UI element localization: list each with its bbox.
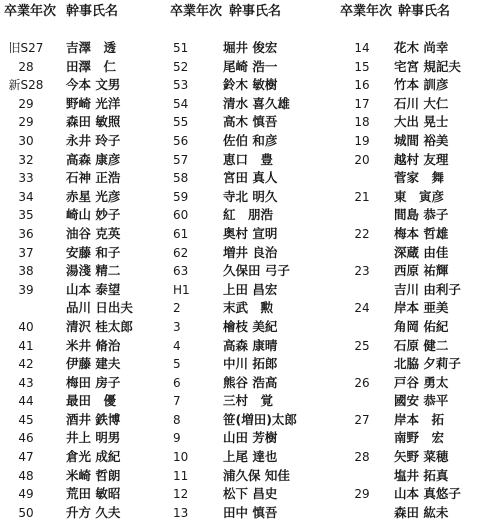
organizer-name: 佐伯 和彦 [223, 132, 278, 148]
graduation-year: 5 [173, 357, 181, 372]
graduation-year: 6 [173, 375, 181, 390]
roster-row [161, 337, 321, 356]
graduation-year: 23 [354, 264, 370, 279]
roster-row [161, 374, 321, 393]
graduation-year: 39 [18, 282, 34, 297]
roster-row [0, 39, 160, 58]
organizer-name: 岸本 拓 [394, 411, 445, 427]
roster-row [161, 392, 321, 411]
organizer-name: 菅家 舞 [394, 170, 445, 186]
organizer-name: 安藤 和子 [66, 244, 121, 260]
graduation-year: 30 [18, 133, 34, 148]
graduation-year: 18 [354, 115, 370, 130]
roster-row [0, 76, 160, 95]
organizer-name: 湯淺 精二 [66, 263, 121, 279]
graduation-year: 14 [354, 41, 370, 55]
graduation-year: 10 [173, 450, 189, 465]
graduation-year: 51 [173, 41, 189, 55]
graduation-year: 29 [354, 487, 370, 502]
roster-row [0, 225, 160, 244]
roster-row [161, 169, 321, 188]
roster-row [0, 485, 160, 504]
organizer-name: 中川 拓郎 [223, 356, 278, 372]
graduation-year: 42 [18, 357, 34, 372]
graduation-year: 17 [354, 96, 370, 111]
roster-row [161, 76, 321, 95]
graduation-year: 19 [354, 133, 370, 148]
graduation-year: 56 [173, 133, 189, 148]
roster-row [161, 281, 321, 300]
organizer-name: 岸本 亜美 [394, 300, 449, 316]
organizer-name: 梅本 哲雄 [394, 225, 449, 241]
roster-row [161, 225, 321, 244]
roster-column-3 [322, 0, 482, 520]
organizer-name: 高森 康晴 [223, 337, 278, 353]
graduation-year: 53 [173, 78, 189, 93]
roster-row [161, 151, 321, 170]
organizer-name: 越村 友理 [394, 151, 449, 167]
roster-row [322, 504, 482, 522]
organizer-name: 西原 祐輝 [394, 263, 449, 279]
graduation-year: 43 [18, 375, 34, 390]
organizer-name: 松下 昌史 [223, 486, 278, 502]
roster-row [0, 188, 160, 207]
roster-row [161, 262, 321, 281]
roster-row [322, 58, 482, 77]
organizer-name: 田澤 仁 [66, 58, 117, 74]
graduation-year: 旧S27 [8, 41, 44, 55]
organizer-name: 米崎 哲朗 [66, 467, 121, 483]
organizer-name: 米井 脩治 [66, 337, 121, 353]
roster-list [0, 39, 160, 522]
roster-row [322, 467, 482, 486]
graduation-year: 28 [354, 450, 370, 465]
graduation-year: 45 [18, 412, 34, 427]
graduation-year: 50 [18, 505, 34, 520]
graduation-year: 13 [173, 505, 189, 520]
graduation-year: 16 [354, 78, 370, 93]
graduation-year: 44 [18, 394, 34, 409]
organizer-name: 堀井 俊宏 [223, 40, 278, 55]
graduation-year: 36 [18, 226, 34, 241]
organizer-name: 品川 日出夫 [66, 300, 133, 316]
roster-row [322, 76, 482, 95]
graduation-year: 15 [354, 59, 370, 74]
roster-list [322, 39, 482, 522]
organizer-name: 井上 明男 [66, 430, 121, 446]
graduation-year: 12 [173, 487, 189, 502]
organizer-name: 鈴木 敏樹 [223, 77, 278, 93]
roster-row [161, 58, 321, 77]
organizer-name: 最田 優 [66, 393, 117, 409]
graduation-year: 21 [354, 189, 370, 204]
graduation-year: 新S28 [8, 78, 44, 93]
roster-row [0, 132, 160, 151]
organizer-name: 花木 尚幸 [394, 40, 449, 55]
organizer-name: 田中 慎吾 [223, 504, 278, 520]
organizer-name: 高木 慎吾 [223, 114, 278, 130]
roster-row [161, 206, 321, 225]
roster-row [0, 262, 160, 281]
roster-row [0, 206, 160, 225]
roster-row [322, 429, 482, 448]
roster-row [0, 504, 160, 522]
organizer-name: 笹(増田)太郎 [223, 411, 297, 427]
graduation-year: 52 [173, 59, 189, 74]
organizer-name: 東 寅彦 [394, 188, 445, 204]
organizer-name: 大出 晃士 [394, 114, 449, 130]
graduation-year: 32 [18, 152, 34, 167]
roster-row [322, 206, 482, 225]
organizer-name: 山本 真悠子 [394, 486, 461, 502]
name-header: 幹事氏名 [229, 4, 282, 19]
roster-row [0, 58, 160, 77]
organizer-name: 増井 良治 [223, 244, 278, 260]
graduation-year: 54 [173, 96, 189, 111]
organizer-name: 石川 大仁 [394, 95, 449, 111]
roster-row [0, 318, 160, 337]
organizer-name: 伊藤 建夫 [66, 356, 121, 372]
graduation-year: 27 [354, 412, 370, 427]
organizer-name: 紅 朋浩 [223, 207, 274, 223]
roster-row [322, 244, 482, 263]
organizer-name: 清水 喜久雄 [223, 95, 290, 111]
organizer-name: 國安 恭平 [394, 393, 449, 409]
roster-row [161, 429, 321, 448]
graduation-year: 8 [173, 412, 181, 427]
organizer-name: 久保田 弓子 [223, 263, 290, 279]
graduation-year: 26 [354, 375, 370, 390]
roster-row [322, 39, 482, 58]
organizer-name: 倉光 成紀 [66, 449, 121, 465]
organizer-name: 今本 文男 [66, 77, 121, 93]
roster-row [322, 485, 482, 504]
organizer-name: 山本 泰望 [66, 281, 121, 297]
organizer-name: 恵口 豊 [223, 151, 274, 167]
roster-row [322, 337, 482, 356]
graduation-year: 60 [173, 208, 189, 223]
roster-row [322, 392, 482, 411]
graduation-year: 4 [173, 338, 181, 353]
organizer-name: 檜枝 美紀 [223, 318, 278, 334]
organizer-name: 荒田 敏昭 [66, 486, 121, 502]
roster-row [322, 151, 482, 170]
graduation-year: 11 [173, 468, 189, 483]
roster-row [161, 504, 321, 522]
organizer-name: 上田 昌宏 [223, 281, 278, 297]
roster-row [0, 281, 160, 300]
organizer-name: 梅田 房子 [66, 374, 121, 390]
graduation-year: 49 [18, 487, 34, 502]
graduation-year: 41 [18, 338, 34, 353]
organizer-name: 森田 紘未 [394, 504, 449, 520]
graduation-year: 25 [354, 338, 370, 353]
roster-row [322, 225, 482, 244]
organizer-name: 深蔵 由佳 [394, 244, 449, 260]
organizer-name: 森田 敏照 [66, 114, 121, 130]
organizer-name: 石原 健二 [394, 337, 449, 353]
graduation-year: 59 [173, 189, 189, 204]
graduation-year: 62 [173, 245, 189, 260]
graduation-year: 29 [18, 96, 34, 111]
roster-row [161, 355, 321, 374]
roster-row [322, 188, 482, 207]
roster-row [0, 113, 160, 132]
roster-row [322, 355, 482, 374]
organizer-name: 清沢 桂太郎 [66, 318, 133, 334]
roster-row [161, 485, 321, 504]
roster-row [161, 448, 321, 467]
roster-row [322, 374, 482, 393]
graduation-year: 29 [18, 115, 34, 130]
organizer-name: 末武 勲 [223, 300, 274, 316]
graduation-year: 58 [173, 171, 189, 186]
organizer-name: 上尾 達也 [223, 449, 278, 465]
graduation-year: 24 [354, 301, 370, 316]
roster-row [322, 95, 482, 114]
roster-row [0, 392, 160, 411]
organizer-name: 浦久保 知佳 [223, 467, 290, 483]
graduation-year: 9 [173, 431, 181, 446]
organizer-name: 吉川 由利子 [394, 281, 461, 297]
organizer-name: 油谷 克英 [66, 225, 121, 241]
organizer-name: 角岡 佑紀 [394, 318, 449, 334]
roster-row [322, 262, 482, 281]
year-header: 卒業年次 [340, 4, 393, 19]
roster-row [322, 169, 482, 188]
roster-row [322, 411, 482, 430]
roster-row [0, 429, 160, 448]
organizer-name: 熊谷 浩高 [223, 374, 278, 390]
graduation-year: H1 [173, 282, 190, 297]
organizer-name: 赤星 光彦 [66, 188, 121, 204]
graduation-year: 63 [173, 264, 189, 279]
organizer-name: 吉澤 透 [66, 40, 117, 55]
graduation-year: 2 [173, 301, 181, 316]
graduation-year: 46 [18, 431, 34, 446]
roster-row [161, 244, 321, 263]
organizer-name: 間島 恭子 [394, 207, 449, 223]
organizer-name: 塩井 拓真 [394, 467, 449, 483]
roster-list [161, 39, 321, 522]
graduation-year: 37 [18, 245, 34, 260]
graduation-year: 55 [173, 115, 189, 130]
organizer-name: 尾崎 浩一 [223, 58, 278, 74]
organizer-name: 三村 覚 [223, 393, 274, 409]
graduation-year: 28 [18, 59, 34, 74]
roster-row [161, 113, 321, 132]
organizer-name: 酒井 鉄博 [66, 411, 121, 427]
graduation-year: 22 [354, 226, 370, 241]
organizer-name: 升方 久夫 [66, 504, 121, 520]
graduation-year: 3 [173, 319, 181, 334]
roster-row [0, 411, 160, 430]
organizer-name: 高森 康彦 [66, 151, 121, 167]
roster-row [0, 151, 160, 170]
roster-row [161, 299, 321, 318]
name-header: 幹事氏名 [66, 4, 119, 19]
organizer-name: 奥村 宣明 [223, 225, 278, 241]
roster-row [0, 374, 160, 393]
organizer-name: 山田 芳樹 [223, 430, 278, 446]
graduation-year: 35 [18, 208, 34, 223]
roster-row [161, 188, 321, 207]
roster-row [161, 95, 321, 114]
graduation-year: 38 [18, 264, 34, 279]
year-header: 卒業年次 [170, 4, 223, 19]
graduation-year: 20 [354, 152, 370, 167]
organizer-name: 北脇 夕莉子 [394, 356, 461, 372]
roster-column-2 [161, 0, 321, 520]
roster-row [161, 318, 321, 337]
roster-row [322, 448, 482, 467]
graduation-year: 40 [18, 319, 34, 334]
roster-row [0, 337, 160, 356]
organizer-name: 永井 玲子 [66, 132, 121, 148]
roster-row [161, 467, 321, 486]
organizer-name: 戸谷 勇太 [394, 374, 449, 390]
graduation-year: 57 [173, 152, 189, 167]
roster-row [0, 95, 160, 114]
graduation-year: 7 [173, 394, 181, 409]
organizer-name: 宮田 真人 [223, 170, 278, 186]
organizer-name: 宅宮 規記夫 [394, 58, 461, 74]
organizer-name: 竹本 訓彦 [394, 77, 449, 93]
graduation-year: 47 [18, 450, 34, 465]
organizer-name: 寺北 明久 [223, 188, 278, 204]
roster-row [322, 299, 482, 318]
organizer-name: 石神 正浩 [66, 170, 121, 186]
year-header: 卒業年次 [4, 4, 57, 19]
organizer-name: 崎山 妙子 [66, 207, 121, 223]
roster-row [0, 448, 160, 467]
graduation-year: 61 [173, 226, 189, 241]
roster-row [0, 244, 160, 263]
graduation-year: 34 [18, 189, 34, 204]
roster-row [322, 132, 482, 151]
roster-row [0, 467, 160, 486]
organizer-name: 野崎 光洋 [66, 95, 121, 111]
roster-row [161, 132, 321, 151]
graduation-year: 48 [18, 468, 34, 483]
roster-row [0, 355, 160, 374]
graduation-year: 33 [18, 171, 34, 186]
organizer-name: 南野 宏 [394, 430, 445, 446]
roster-row [161, 411, 321, 430]
name-header: 幹事氏名 [398, 4, 451, 19]
roster-row [322, 281, 482, 300]
organizer-name: 矢野 菜穂 [394, 449, 449, 465]
roster-row [0, 169, 160, 188]
organizer-name: 城間 裕美 [394, 132, 449, 148]
roster-row [0, 299, 160, 318]
roster-row [161, 39, 321, 58]
roster-row [322, 113, 482, 132]
roster-row [322, 318, 482, 337]
roster-column-1 [0, 0, 160, 520]
